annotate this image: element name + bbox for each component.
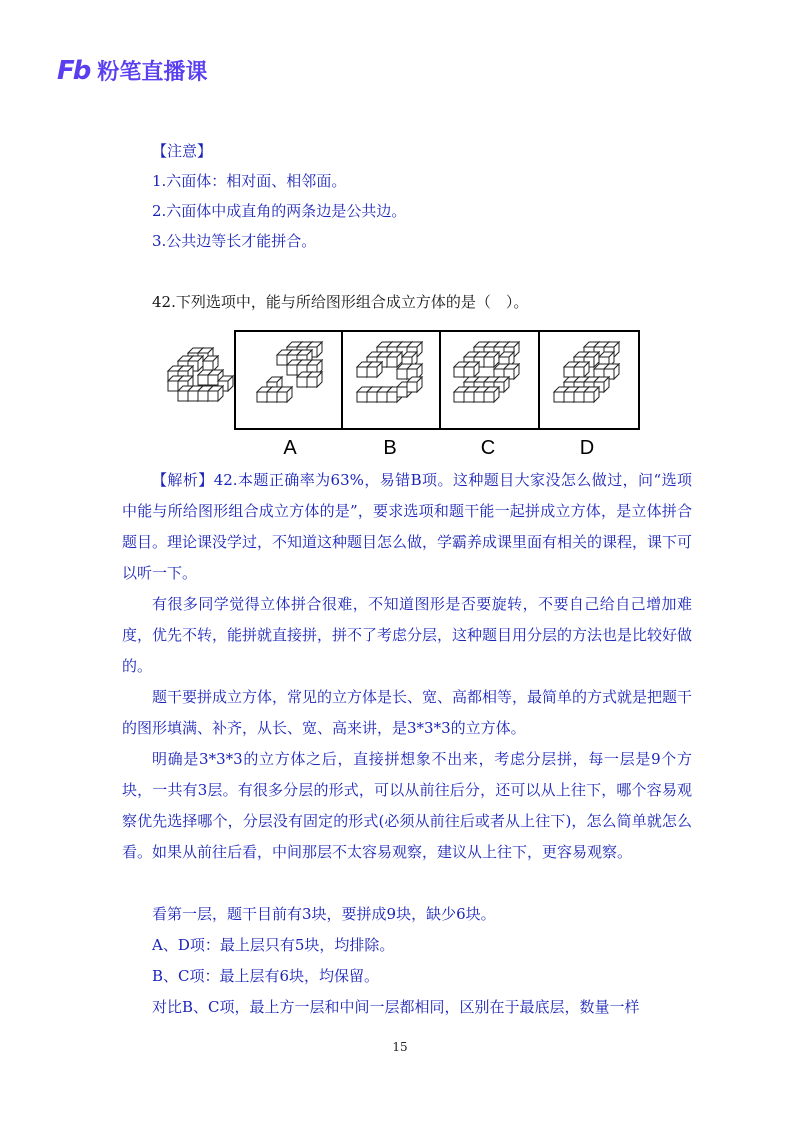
analysis-paragraph-2: 有很多同学觉得立体拼合很难，不知道图形是否要旋转，不要自己给自己增加难度，优先不转，能拼就直接拼，拼不了考虑分层，这种题目用分层的方法也是比较好做的。	[122, 595, 693, 675]
analysis-paragraph-3: 题干要拼成立方体，常见的立方体是长、宽、高都相等，最简单的方式就是把题干的图形填满、补齐，从长、宽、高来讲，是3*3*3的立方体。	[122, 688, 693, 737]
question-figure	[162, 330, 640, 460]
page-number: 15	[392, 1040, 408, 1054]
notes-title: 【注意】	[152, 142, 213, 160]
note-item-3: 3.公共边等长才能拼合。	[152, 232, 317, 250]
option-d-shape	[554, 342, 619, 402]
fenbi-logo	[57, 55, 207, 86]
given-shape	[168, 348, 233, 401]
note-item-1: 1.六面体：相对面、相邻面。	[152, 172, 347, 190]
analysis-paragraph-4: 明确是3*3*3的立方体之后，直接拼想象不出来，考虑分层拼，每一层是9个方块，一共有3层。有很多分层的形式，可以从前往后分，还可以从上往下，哪个容易观察优先选择哪个，分层没有固定的形式(必须从前往后或者从上往下)，怎么简单就怎么看。如果从前往后看，中间那层不太容易观察，建议从上往下，更容易观察。	[122, 750, 692, 861]
analysis-paragraph-8: 对比B、C项，最上方一层和中间一层都相同，区别在于最底层，数量一样	[152, 998, 640, 1016]
option-c-label: C	[480, 437, 496, 459]
option-d-label: D	[579, 437, 595, 459]
option-b-label: B	[383, 437, 397, 459]
fb-logo-icon: Fb	[57, 55, 90, 86]
analysis-paragraph-1: 【解析】42.本题正确率为63%，易错B项。这种题目大家没怎么做过，问“选项中能与所给图形组合成立方体的是”，要求选项和题干能一起拼成立方体，是立体拼合题目。理论课没学过，不知道这种题目怎么做，学霸养成课里面有相关的课程，课下可以听一下。	[122, 471, 693, 582]
analysis-paragraph-5: 看第一层，题干目前有3块，要拼成9块，缺少6块。	[152, 905, 496, 923]
question-text: 42.下列选项中，能与所给图形组合成立方体的是（ ）。	[152, 293, 529, 311]
analysis-paragraph-7: B、C项：最上层有6块，均保留。	[152, 967, 380, 985]
option-a-shape	[257, 342, 322, 402]
note-item-2: 2.六面体中成直角的两条边是公共边。	[152, 202, 407, 220]
option-b-shape	[357, 342, 422, 402]
option-c-shape	[454, 342, 519, 402]
analysis-paragraph-6: A、D项：最上层只有5块，均排除。	[152, 936, 395, 954]
option-a-label: A	[283, 437, 297, 459]
logo-text: 粉笔直播课	[97, 60, 208, 85]
cube-figure-svg	[162, 330, 640, 460]
